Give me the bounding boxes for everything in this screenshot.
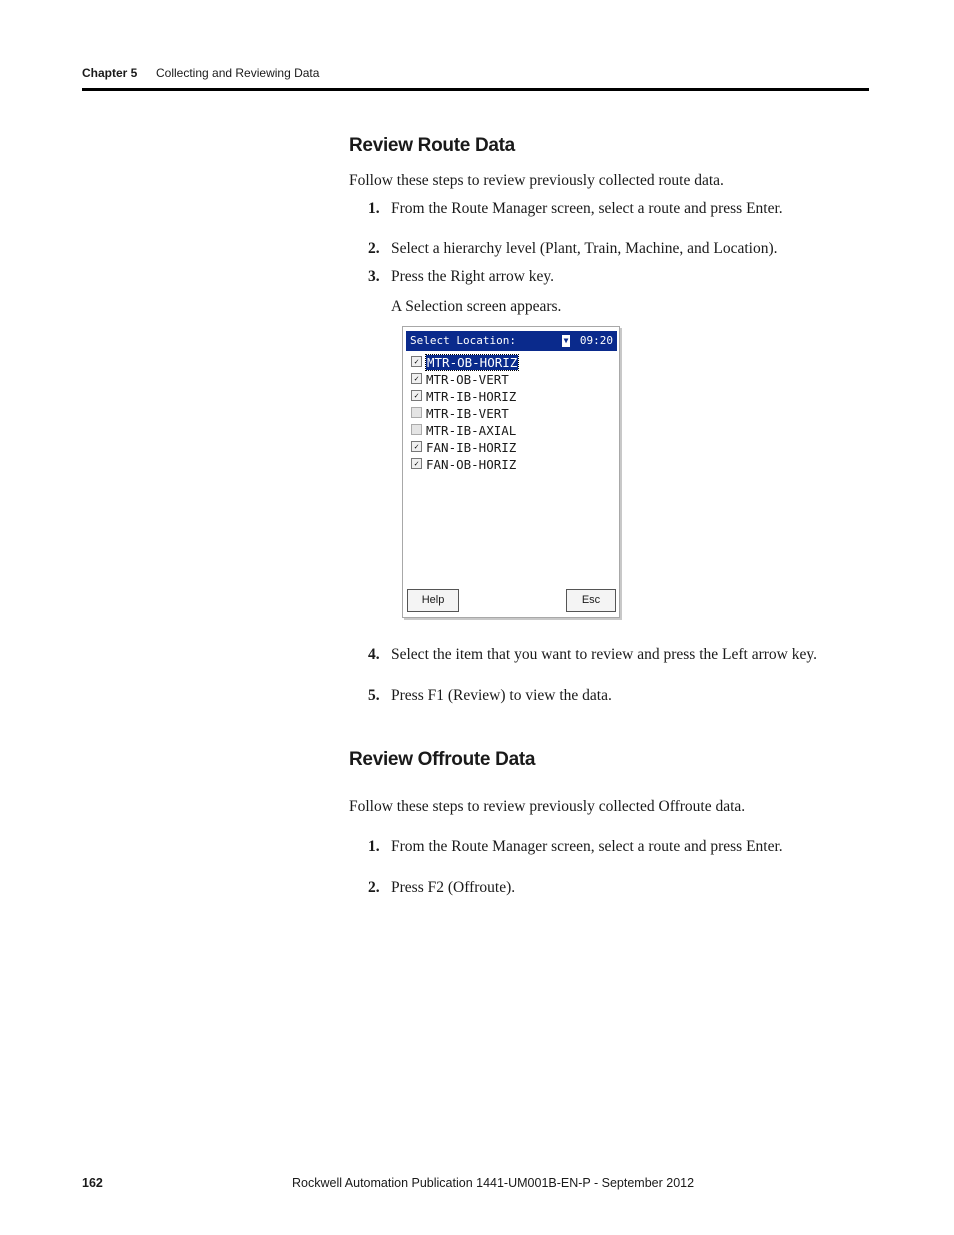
section1-step-1: 1. From the Route Manager screen, select a route and press Enter. xyxy=(368,200,783,217)
device-title: Select Location: xyxy=(410,334,516,347)
section2-step-1: 1. From the Route Manager screen, select a route and press Enter. xyxy=(368,838,783,855)
checkbox-icon[interactable]: ✓ xyxy=(411,390,422,401)
section1-step-3-result: A Selection screen appears. xyxy=(391,298,562,315)
list-item[interactable]: ✓ MTR-OB-HORIZ xyxy=(411,354,611,371)
esc-button[interactable]: Esc xyxy=(566,589,616,612)
section1-step-3: 3. Press the Right arrow key. xyxy=(368,268,555,285)
checkbox-icon[interactable]: ✓ xyxy=(411,373,422,384)
section1-intro: Follow these steps to review previously collected route data. xyxy=(349,172,724,189)
list-item[interactable]: ✓ MTR-IB-HORIZ xyxy=(411,388,611,405)
device-title-bar xyxy=(406,331,617,351)
section1-step-4: 4. Select the item that you want to review and press the Left arrow key. xyxy=(368,646,817,663)
list-item[interactable]: MTR-IB-AXIAL xyxy=(411,422,611,439)
page-number: 162 xyxy=(82,1176,103,1190)
battery-icon: ▼ xyxy=(563,336,569,345)
section2-intro: Follow these steps to review previously collected Offroute data. xyxy=(349,798,746,815)
location-list xyxy=(411,354,611,473)
checkbox-icon[interactable] xyxy=(411,407,422,418)
running-header xyxy=(82,66,868,80)
chapter-label: Chapter 5 xyxy=(82,66,138,80)
checkbox-icon[interactable]: ✓ xyxy=(411,458,422,469)
checkbox-icon[interactable] xyxy=(411,424,422,435)
help-button[interactable]: Help xyxy=(407,589,459,612)
chapter-title: Collecting and Reviewing Data xyxy=(156,66,320,80)
list-item[interactable]: ✓ FAN-IB-HORIZ xyxy=(411,439,611,456)
header-rule xyxy=(82,88,869,91)
checkbox-icon[interactable]: ✓ xyxy=(411,356,422,367)
section1-step-2: 2. Select a hierarchy level (Plant, Train, Machine, and Location). xyxy=(368,240,778,257)
publication-info: Rockwell Automation Publication 1441-UM001B-EN-P - September 2012 xyxy=(292,1176,695,1190)
list-item[interactable]: ✓ MTR-OB-VERT xyxy=(411,371,611,388)
selection-screen-screenshot xyxy=(402,326,620,618)
section2-step-2: 2. Press F2 (Offroute). xyxy=(368,879,516,896)
section-title-review-route-data: Review Route Data xyxy=(349,135,515,156)
section-title-review-offroute-data: Review Offroute Data xyxy=(349,749,536,770)
list-item[interactable]: MTR-IB-VERT xyxy=(411,405,611,422)
device-clock: 09:20 xyxy=(579,334,613,347)
list-item[interactable]: ✓ FAN-OB-HORIZ xyxy=(411,456,611,473)
checkbox-icon[interactable]: ✓ xyxy=(411,441,422,452)
section1-step-5: 5. Press F1 (Review) to view the data. xyxy=(368,687,612,704)
